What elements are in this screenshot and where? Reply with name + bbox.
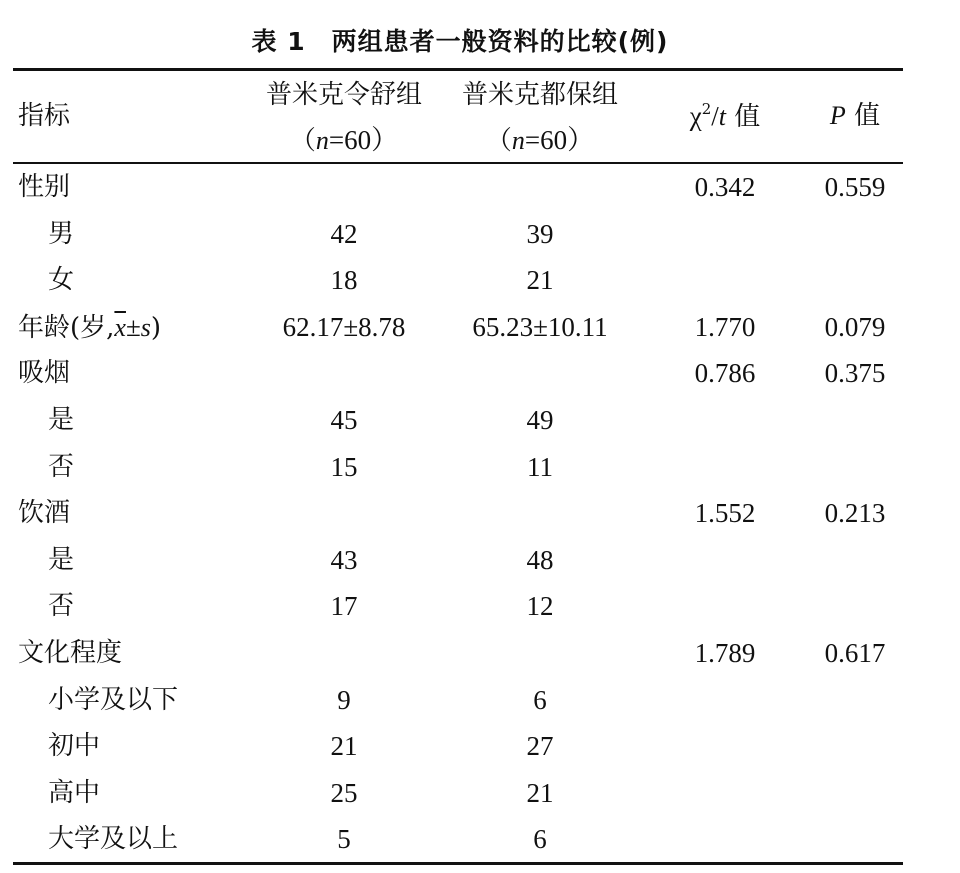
cell-group1: 43 [330, 545, 358, 575]
cell-group2: 12 [526, 591, 554, 621]
row-label: 年龄(岁$,\overline{x}\pm s$) [18, 312, 162, 343]
header-group1-name: 普米克令舒组 [265, 80, 422, 110]
cell-group1: 9 [337, 685, 351, 715]
cell-group1: 42 [330, 219, 358, 249]
cell-group1: 45 [330, 405, 358, 435]
cell-p-value: 0.617 [824, 638, 886, 668]
bottom-rule [13, 862, 903, 865]
cell-statistic: 1.552 [694, 498, 756, 528]
cell-group2: 6 [533, 685, 547, 715]
cell-group2: 21 [526, 778, 554, 808]
header-statistic: $\chi^2/t$ 值 [689, 100, 761, 132]
row-label: 性别 [18, 172, 71, 202]
row-label: 吸烟 [18, 358, 71, 388]
row-label: 男 [48, 219, 75, 249]
cell-group2: 49 [526, 405, 554, 435]
cell-statistic: 1.789 [694, 638, 756, 668]
cell-group2: 65.23±10.11 [472, 312, 608, 342]
header-group2-name: 普米克都保组 [461, 80, 618, 110]
cell-group2: 48 [526, 545, 554, 575]
close-paren: ) [150, 313, 162, 343]
cell-group1: 5 [337, 824, 351, 854]
row-label: 是 [48, 405, 75, 435]
cell-p-value: 0.079 [824, 312, 886, 342]
row-label: 否 [48, 591, 75, 621]
plus-minus-symbol: ± [125, 312, 141, 342]
header-group2-n: （n=60） [485, 125, 595, 156]
row-label: 文化程度 [18, 638, 123, 668]
row-label: 小学及以下 [48, 685, 179, 715]
cell-group1: 21 [330, 731, 358, 761]
cell-p-value: 0.559 [824, 172, 886, 202]
cell-group1: 17 [330, 591, 358, 621]
row-label: 初中 [48, 731, 101, 761]
row-label: 女 [48, 265, 75, 295]
cell-group2: 11 [527, 452, 553, 482]
mean-symbol: $\overline{x}$ [114, 313, 126, 342]
header-indicator: 指标 [18, 101, 71, 131]
top-rule [13, 68, 903, 71]
cell-group2: 27 [526, 731, 554, 761]
cell-group1: 25 [330, 778, 358, 808]
row-label: 饮酒 [18, 498, 71, 528]
cell-p-value: 0.213 [824, 498, 886, 528]
sd-symbol: s [140, 313, 151, 342]
table-caption: 两组患者一般资料的比较(例) [331, 27, 669, 56]
table-title [0, 22, 920, 58]
cell-p-value: 0.375 [824, 358, 886, 388]
cell-statistic: 1.770 [694, 312, 756, 342]
cell-statistic: 0.786 [694, 358, 756, 388]
cell-group1: 15 [330, 452, 358, 482]
table-number: 表 1 [251, 27, 306, 56]
cell-group2: 21 [526, 265, 554, 295]
cell-group2: 6 [533, 824, 547, 854]
row-label: 大学及以上 [48, 824, 179, 854]
cell-group1: 62.17±8.78 [282, 312, 406, 342]
cell-statistic: 0.342 [694, 172, 756, 202]
header-rule [13, 162, 903, 164]
row-label: 高中 [48, 778, 101, 808]
cell-group2: 39 [526, 219, 554, 249]
row-label: 否 [48, 452, 75, 482]
header-p-value: P 值 [829, 101, 881, 131]
row-label: 是 [48, 545, 75, 575]
header-group1-n: （n=60） [289, 125, 399, 156]
cell-group1: 18 [330, 265, 358, 295]
